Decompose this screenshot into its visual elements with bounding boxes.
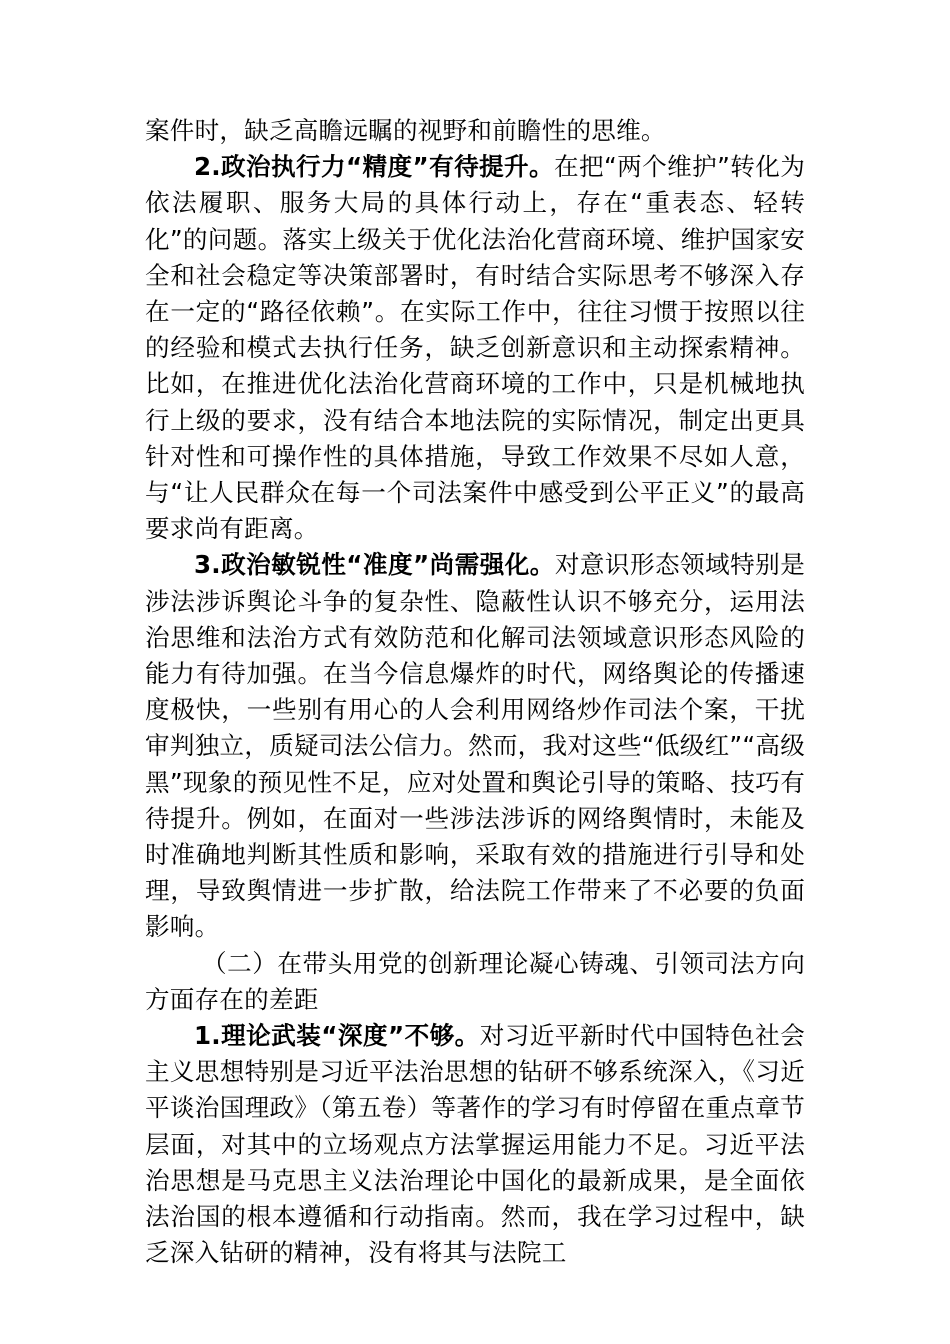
paragraph-text: 案件时，缺乏高瞻远瞩的视野和前瞻性的思维。 <box>145 116 666 145</box>
paragraph-body: 在把“两个维护”转化为依法履职、服务大局的具体行动上，存在“重表态、轻转化”的问题。落实上级关于优化法治化营商环境、维护国家安全和社会稳定等决策部署时，有时结合实际思考不够深入存在一定的“路径依赖”。在实际工作中，往往习惯于按照以往的经验和模式去执行任务，缺乏创新意识和主动探索精神。比如，在推进优化法治化营商环境的工作中，只是机械地执行上级的要求，没有结合本地法院的实际情况，制定出更具针对性和可操作性的具体措施，导致工作效果不尽如人意，与“让人民群众在每一个司法案件中感受到公平正义”的最高要求尚有距离。 <box>145 152 806 544</box>
paragraph-heading: 3.政治敏锐性“准度”尚需强化。 <box>194 550 555 580</box>
subheading-text: （二）在带头用党的创新理论凝心铸魂、引领司法方向方面存在的差距 <box>145 948 805 1014</box>
document-page <box>145 113 805 1272</box>
paragraph-political-sensitivity <box>145 547 805 945</box>
paragraph-body: 对习近平新时代中国特色社会主义思想特别是习近平法治思想的钻研不够系统深入，《习近平谈治国理政》（第五卷）等著作的学习有时停留在重点章节层面，对其中的立场观点方法掌握运用能力不足。习近平法治思想是马克思主义法治理论中国化的最新成果，是全面依法治国的根本遵循和行动指南。然而，我在学习过程中，缺乏深入钻研的精神，没有将其与法院工 <box>145 1021 805 1268</box>
paragraph-heading: 2.政治执行力“精度”有待提升。 <box>194 152 555 182</box>
paragraph-theory-depth <box>145 1018 805 1271</box>
paragraph-continuation <box>145 113 805 149</box>
paragraph-political-execution <box>145 149 805 547</box>
paragraph-body: 对意识形态领域特别是涉法涉诉舆论斗争的复杂性、隐蔽性认识不够充分，运用法治思维和法治方式有效防范和化解司法领域意识形态风险的能力有待加强。在当今信息爆炸的时代，网络舆论的传播速度极快，一些别有用心的人会利用网络炒作司法个案，干扰审判独立，质疑司法公信力。然而，我对这些“低级红”“高级黑”现象的预见性不足，应对处置和舆论引导的策略、技巧有待提升。例如，在面对一些涉法涉诉的网络舆情时，未能及时准确地判断其性质和影响，采取有效的措施进行引导和处理，导致舆情进一步扩散，给法院工作带来了不必要的负面影响。 <box>145 550 805 942</box>
paragraph-heading: 1.理论武装“深度”不够。 <box>194 1021 480 1051</box>
section-subheading <box>145 946 805 1018</box>
